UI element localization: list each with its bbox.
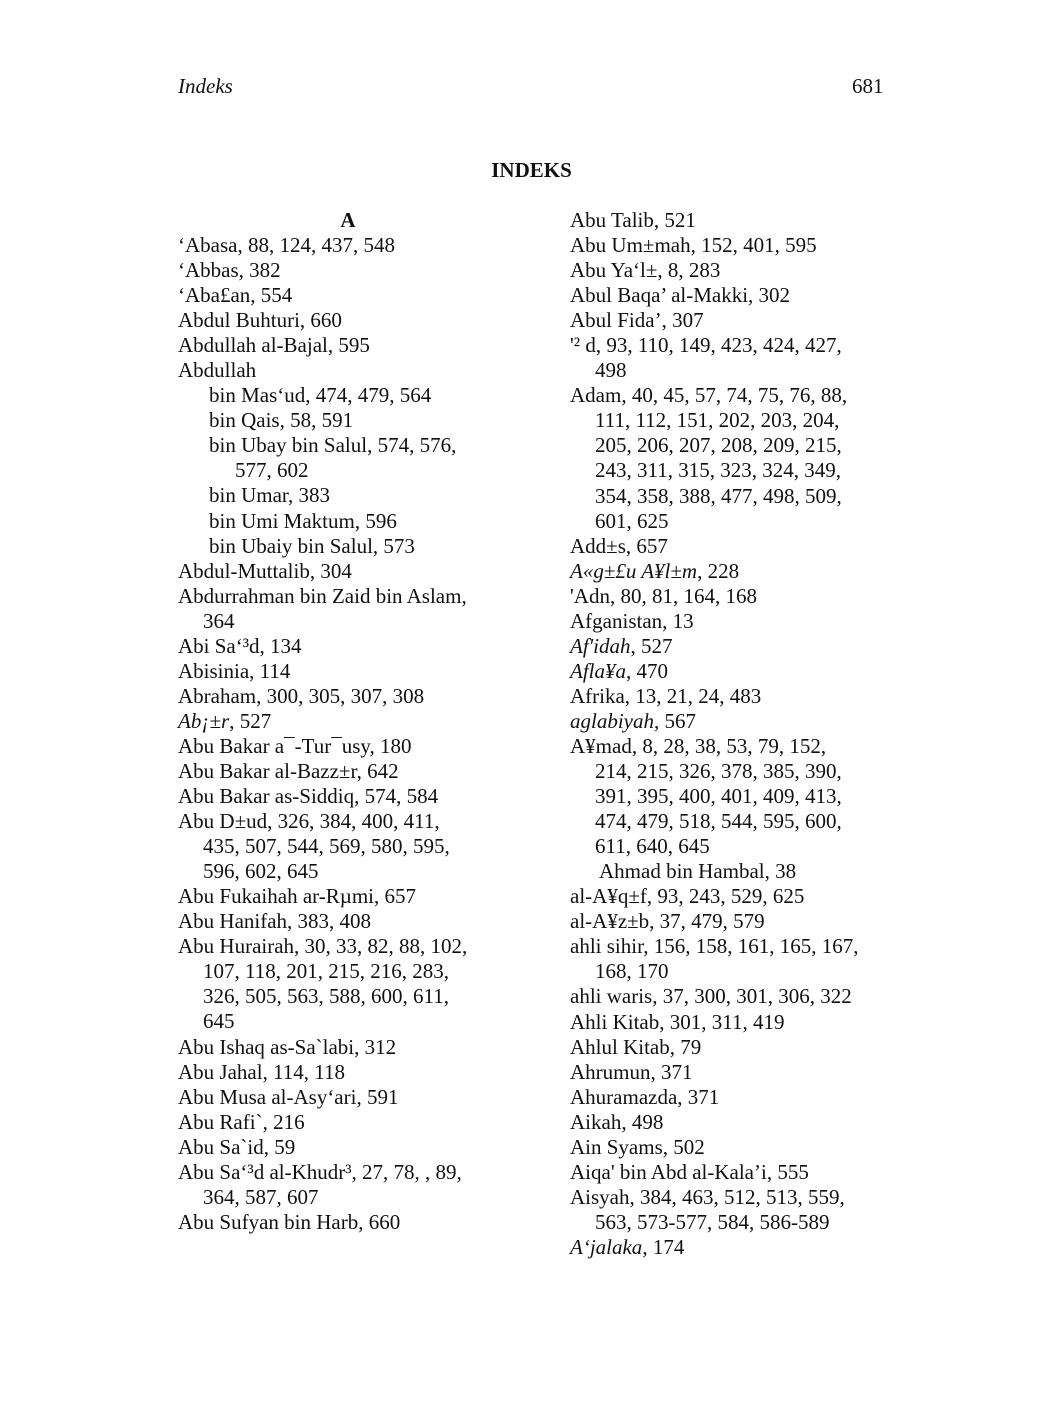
index-entry — [178, 283, 518, 308]
index-entry-term: bin Ubaiy bin Salul, 573 — [209, 533, 415, 558]
index-entry — [178, 859, 518, 884]
index-entry — [570, 1085, 900, 1110]
index-entry — [570, 208, 900, 233]
index-entry — [570, 709, 900, 734]
index-entry-term: '² d, 93, 110, 149, 423, 424, 427, — [570, 333, 842, 358]
index-entry-term: Afla¥a — [570, 658, 626, 683]
index-entry — [570, 1110, 900, 1135]
index-entry-pages: , 567 — [654, 708, 696, 733]
index-entry-term: ahli sihir, 156, 158, 161, 165, 167, — [570, 934, 859, 959]
index-entry — [570, 1160, 900, 1185]
index-entry — [178, 458, 518, 483]
index-entry — [178, 684, 518, 709]
index-entry — [178, 1210, 518, 1235]
index-entry-term: Abul Fida’, 307 — [570, 308, 704, 333]
index-entry-term: Abisinia, 114 — [178, 658, 291, 683]
index-entry-pages: , 470 — [626, 658, 668, 683]
index-entry — [178, 559, 518, 584]
index-entry-term: 243, 311, 315, 323, 324, 349, — [595, 458, 841, 483]
index-entry — [570, 258, 900, 283]
index-entry-term: 168, 170 — [595, 959, 669, 984]
index-entry-term: bin Umi Maktum, 596 — [209, 508, 397, 533]
index-entry — [178, 308, 518, 333]
index-entry-term: 611, 640, 645 — [595, 834, 710, 859]
index-entry-term: Aisyah, 384, 463, 512, 513, 559, — [570, 1184, 845, 1209]
index-entry-term: bin Qais, 58, 591 — [209, 408, 354, 433]
index-entry-term: Abi Sa‘³d, 134 — [178, 633, 302, 658]
index-entry — [570, 809, 900, 834]
index-entry-term: 326, 505, 563, 588, 600, 611, — [203, 984, 449, 1009]
index-entry-term: 214, 215, 326, 378, 385, 390, — [595, 759, 842, 784]
index-entry — [570, 333, 900, 358]
index-entry-term: 645 — [203, 1009, 235, 1034]
index-entry-term: 577, 602 — [235, 458, 309, 483]
index-entry — [570, 1035, 900, 1060]
page-number: 681 — [852, 74, 884, 98]
index-entry — [570, 1135, 900, 1160]
index-entry — [570, 308, 900, 333]
index-entry-term: Abu Sa‘³d al-Khudr³, 27, 78, , 89, — [178, 1159, 462, 1184]
index-entry-term: 498 — [595, 358, 627, 383]
index-entry — [178, 1110, 518, 1135]
index-entry-term: ‘Aba£an, 554 — [178, 283, 293, 308]
index-entry — [570, 634, 900, 659]
index-entry — [178, 333, 518, 358]
index-entry-term: 601, 625 — [595, 508, 669, 533]
index-entry — [178, 934, 518, 959]
index-entry — [178, 884, 518, 909]
index-entry — [570, 509, 900, 534]
index-entry-term: Abu Hanifah, 383, 408 — [178, 909, 372, 934]
index-entry-pages: , 228 — [697, 558, 740, 583]
index-entry-term: 107, 118, 201, 215, 216, 283, — [203, 959, 449, 984]
index-entry — [178, 1009, 518, 1034]
index-entry-term: bin Ubay bin Salul, 574, 576, — [209, 433, 457, 458]
page-title: INDEKS — [491, 158, 572, 182]
index-entry-term: 'Adn, 80, 81, 164, 168 — [570, 583, 757, 608]
index-entry — [178, 809, 518, 834]
index-entry — [178, 358, 518, 383]
index-entry-pages: , 527 — [229, 708, 272, 733]
index-entry-pages: , 174 — [642, 1234, 685, 1259]
index-entry — [178, 233, 518, 258]
index-entry-term: Abu Sa`id, 59 — [178, 1134, 296, 1159]
index-entry — [570, 458, 900, 483]
index-entry-term: Abu D±ud, 326, 384, 400, 411, — [178, 809, 440, 834]
index-entry-term: al-A¥q±f, 93, 243, 529, 625 — [570, 884, 805, 909]
index-entry-term: bin Mas‘ud, 474, 479, 564 — [209, 383, 432, 408]
index-entry-term: Abu Musa al-Asy‘ari, 591 — [178, 1084, 399, 1109]
index-entry — [570, 408, 900, 433]
index-entry-term: 391, 395, 400, 401, 409, 413, — [595, 784, 842, 809]
index-entry-term: Abdurrahman bin Zaid bin Aslam, — [178, 583, 467, 608]
index-entry — [178, 759, 518, 784]
index-entry — [178, 1060, 518, 1085]
index-entry-term: Ahlul Kitab, 79 — [570, 1034, 702, 1059]
index-entry — [570, 383, 900, 408]
index-entry-term: ahli waris, 37, 300, 301, 306, 322 — [570, 984, 852, 1009]
index-entry-term: Afrika, 13, 21, 24, 483 — [570, 683, 762, 708]
index-entry-term: Af'idah — [570, 633, 631, 658]
index-entry-term: 354, 358, 388, 477, 498, 509, — [595, 483, 842, 508]
index-entry-term: Afganistan, 13 — [570, 608, 694, 633]
index-entry-term: Abdullah al-Bajal, 595 — [178, 333, 370, 358]
index-entry-term: A‘jalaka — [570, 1234, 643, 1259]
index-entry-term: Add±s, 657 — [570, 533, 668, 558]
index-entry-term: ‘Abasa, 88, 124, 437, 548 — [178, 233, 395, 257]
index-entry — [570, 559, 900, 584]
index-entry-term: Abdullah — [178, 358, 257, 383]
right-entries — [570, 208, 900, 1260]
index-entry — [178, 709, 518, 734]
index-entry — [570, 283, 900, 308]
index-entry — [178, 1085, 518, 1110]
index-entry-term: Ab¡±r — [178, 708, 230, 733]
index-entry-term: Abu Fukaihah ar-Rµmi, 657 — [178, 884, 416, 909]
index-entry — [178, 1185, 518, 1210]
index-entry-term: Abu Talib, 521 — [570, 208, 696, 232]
index-entry-term: Abdul-Muttalib, 304 — [178, 558, 352, 583]
index-entry — [178, 834, 518, 859]
index-entry-term: Ahli Kitab, 301, 311, 419 — [570, 1009, 785, 1034]
index-entry — [178, 784, 518, 809]
running-header-title: Indeks — [178, 74, 233, 98]
index-entry-term: Abu Rafi`, 216 — [178, 1109, 305, 1134]
index-entry-term: Abu Bakar as-Siddiq, 574, 584 — [178, 784, 439, 809]
index-entry — [570, 233, 900, 258]
index-column-left — [178, 208, 518, 1235]
index-entry-term: ‘Abbas, 382 — [178, 258, 281, 283]
index-entry-term: Ahuramazda, 371 — [570, 1084, 720, 1109]
section-letter: A — [340, 208, 356, 232]
index-entry-term: A¥mad, 8, 28, 38, 53, 79, 152, — [570, 733, 827, 758]
index-entry — [178, 1160, 518, 1185]
index-entry-term: al-A¥z±b, 37, 479, 579 — [570, 909, 765, 934]
index-entry-term: 596, 602, 645 — [203, 859, 319, 884]
index-entry — [178, 659, 518, 684]
index-entry — [570, 684, 900, 709]
index-entry-term: Abraham, 300, 305, 307, 308 — [178, 683, 425, 708]
index-entry-term: Abu Bakar al-Bazz±r, 642 — [178, 758, 399, 783]
index-entry-term: Aiqa' bin Abd al-Kala’i, 555 — [570, 1159, 809, 1184]
index-entry — [570, 934, 900, 959]
index-entry — [178, 433, 518, 458]
index-entry-term: Abu Ishaq as-Sa`labi, 312 — [178, 1034, 397, 1059]
index-entry — [178, 534, 518, 559]
index-entry — [570, 984, 900, 1009]
index-entry — [178, 1035, 518, 1060]
index-entry — [178, 483, 518, 508]
index-entry — [570, 484, 900, 509]
index-entry — [570, 784, 900, 809]
index-entry — [570, 1010, 900, 1035]
index-entry — [570, 1060, 900, 1085]
index-entry — [570, 358, 900, 383]
index-entry — [178, 584, 518, 609]
index-entry — [178, 734, 518, 759]
index-entry — [570, 1210, 900, 1235]
index-entry-term: Abu Hurairah, 30, 33, 82, 88, 102, — [178, 934, 468, 959]
index-entry — [178, 959, 518, 984]
index-entry — [178, 383, 518, 408]
index-entry — [178, 1135, 518, 1160]
index-entry — [570, 759, 900, 784]
index-entry-pages: , 527 — [630, 633, 673, 658]
index-entry — [570, 1185, 900, 1210]
index-entry — [178, 634, 518, 659]
index-entry — [570, 884, 900, 909]
index-entry — [570, 959, 900, 984]
index-entry-term: Ain Syams, 502 — [570, 1134, 705, 1159]
index-entry — [570, 859, 900, 884]
index-entry-term: A«g±£u A¥l±m — [570, 558, 698, 583]
index-entry — [178, 408, 518, 433]
index-entry-term: 111, 112, 151, 202, 203, 204, — [595, 408, 840, 433]
left-entries — [178, 233, 518, 1235]
index-entry — [570, 834, 900, 859]
index-entry — [178, 984, 518, 1009]
index-entry-term: Abu Bakar a¯-Tur¯usy, 180 — [178, 733, 412, 758]
index-entry-term: Adam, 40, 45, 57, 74, 75, 76, 88, — [570, 383, 848, 408]
index-entry — [570, 609, 900, 634]
index-entry — [570, 584, 900, 609]
index-entry-term: aglabiyah — [570, 708, 654, 733]
index-entry — [178, 258, 518, 283]
index-entry-term: Ahmad bin Hambal, 38 — [599, 859, 797, 884]
index-entry-term: 435, 507, 544, 569, 580, 595, — [203, 834, 450, 859]
index-entry-term: Abu Um±mah, 152, 401, 595 — [570, 233, 817, 258]
index-entry-term: Abul Baqa’ al-Makki, 302 — [570, 283, 791, 308]
index-entry-term: 364 — [203, 608, 235, 633]
index-entry — [570, 433, 900, 458]
index-entry-term: Ahrumun, 371 — [570, 1059, 693, 1084]
index-column-right — [570, 208, 900, 1260]
index-entry-term: bin Umar, 383 — [209, 483, 331, 508]
index-entry-term: 474, 479, 518, 544, 595, 600, — [595, 809, 842, 834]
index-entry — [570, 1235, 900, 1260]
index-entry-term: 563, 573-577, 584, 586-589 — [595, 1209, 830, 1234]
index-entry — [178, 509, 518, 534]
index-entry-term: Abu Sufyan bin Harb, 660 — [178, 1209, 401, 1234]
index-entry — [570, 534, 900, 559]
index-entry-term: Abdul Buhturi, 660 — [178, 308, 342, 333]
index-entry — [570, 734, 900, 759]
index-entry-term: 205, 206, 207, 208, 209, 215, — [595, 433, 842, 458]
index-entry-term: Abu Jahal, 114, 118 — [178, 1059, 346, 1084]
index-entry — [570, 659, 900, 684]
index-entry-term: 364, 587, 607 — [203, 1184, 319, 1209]
index-entry — [178, 609, 518, 634]
index-entry-term: Abu Ya‘l±, 8, 283 — [570, 258, 721, 283]
index-entry — [570, 909, 900, 934]
index-entry — [178, 909, 518, 934]
index-entry-term: Aikah, 498 — [570, 1109, 664, 1134]
